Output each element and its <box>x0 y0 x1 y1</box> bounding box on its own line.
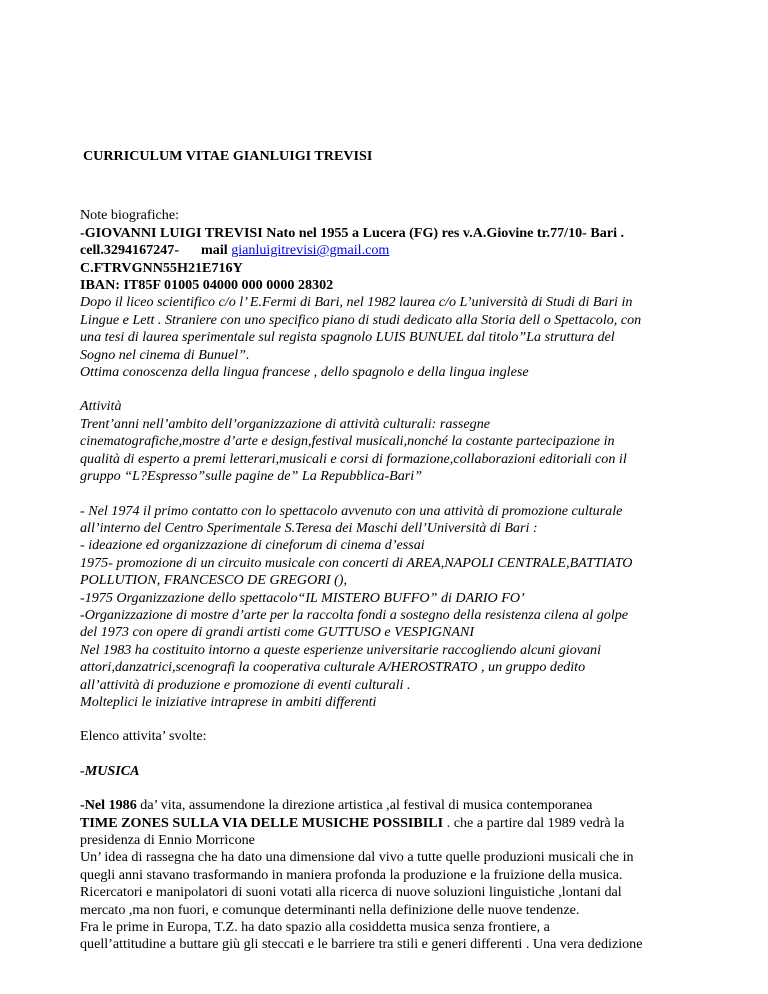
musica-heading: -MUSICA <box>80 762 140 779</box>
musica-year: -Nel 1986 <box>80 797 137 814</box>
history-line: 1975- promozione di un circuito musicale con concerti di AREA,NAPOLI CENTRALE,BATTIATO <box>80 554 633 571</box>
bio-section <box>80 207 710 381</box>
history-line: POLLUTION, FRANCESCO DE GREGORI (), <box>80 572 347 589</box>
festival-line <box>80 815 710 832</box>
musica-line: Un’ idea di rassegna che ha dato una dimensione dal vivo a tutte quelle produzioni musicali che in <box>80 849 634 866</box>
languages-line: Ottima conoscenza della lingua francese , dello spagnolo e della lingua inglese <box>80 364 529 381</box>
festival-tail: . che a partire dal 1989 vedrà la <box>443 814 625 831</box>
musica-intro: da’ vita, assumendone la direzione artistica ,al festival di musica contemporanea <box>136 797 593 814</box>
history-line: attori,danzatrici,scenografi la cooperativa culturale A/HEROSTRATO , un gruppo dedito <box>80 659 586 676</box>
codice-fiscale: C.FTRVGNN55H21E716Y <box>80 259 243 276</box>
musica-line: mercato ,ma non fuori, e comunque determinanti nella definizione delle nuove tendenze. <box>80 901 580 918</box>
mail-label: mail <box>201 242 228 259</box>
history-line: del 1973 con opere di grandi artisti come GUTTUSO e VESPIGNANI <box>80 624 475 641</box>
history-line: Nel 1983 ha costituito intorno a queste esperienze universitarie raccogliendo alcuni giovani <box>80 641 602 658</box>
attivita-line: gruppo “L?Espresso”sulle pagine de” La Repubblica-Bari” <box>80 468 423 485</box>
document-page <box>80 148 710 971</box>
education-line: una tesi di laurea sperimentale sul regista spagnolo LUIS BUNUEL dal titolo”La struttura del <box>80 329 615 346</box>
musica-section <box>80 797 710 954</box>
musica-line: presidenza di Ennio Morricone <box>80 832 255 848</box>
history-line: -Organizzazione di mostre d’arte per la raccolta fondi a sostegno della resistenza cilena al golpe <box>80 606 629 623</box>
phone-text: cell.3294167247- <box>80 242 180 259</box>
bio-heading: Note biografiche: <box>80 207 180 224</box>
musica-line: Ricercatori e manipolatori di suoni votati alla ricerca di nuove soluzioni linguistiche ,lontani dal <box>80 884 622 901</box>
history-line: - Nel 1974 il primo contatto con lo spettacolo avvenuto con una attività di promozione culturale <box>80 502 623 519</box>
history-line: all’attività di produzione e promozione di eventi culturali . <box>80 676 411 693</box>
activities-list-heading: Elenco attivita’ svolte: <box>80 728 207 745</box>
attivita-heading: Attività <box>80 398 122 415</box>
education-line: Sogno nel cinema di Bunuel”. <box>80 346 250 363</box>
contact-line <box>80 242 710 259</box>
history-line: -1975 Organizzazione dello spettacolo“IL MISTERO BUFFO” di DARIO FO’ <box>80 589 525 606</box>
history-line: - ideazione ed organizzazione di cineforum di cinema d’essai <box>80 537 425 554</box>
attivita-line: cinematografiche,mostre d’arte e design,festival musicali,nonché la costante partecipazione in <box>80 433 615 450</box>
history-line: Molteplici le iniziative intraprese in ambiti differenti <box>80 693 377 710</box>
history-line: all’interno del Centro Sperimentale S.Teresa dei Maschi dell’Università di Bari : <box>80 519 538 536</box>
document-title: CURRICULUM VITAE GIANLUIGI TREVISI <box>83 148 373 164</box>
festival-name: TIME ZONES SULLA VIA DELLE MUSICHE POSSIBILI <box>80 814 444 831</box>
bio-name-line: -GIOVANNI LUIGI TREVISI Nato nel 1955 a Lucera (FG) res v.A.Giovine tr.77/10- Bari . <box>80 224 625 241</box>
email-link[interactable]: gianluigitrevisi@gmail.com <box>231 242 390 259</box>
musica-intro-line <box>80 797 710 814</box>
history-section <box>80 503 710 712</box>
education-line: Lingue e Lett . Straniere con uno specifico piano di studi dedicato alla Storia dell o Spettacolo, con <box>80 311 642 328</box>
attivita-line: qualità di esperto a premi letterari,musicali e corsi di formazione,collaborazioni editoriali con il <box>80 450 627 467</box>
attivita-line: Trent’anni nell’ambito dell’organizzazione di attività culturali: rassegne <box>80 415 490 432</box>
musica-line: quegli anni stavano trasformando in maniera profonda la produzione e la fruizione della musica. <box>80 866 623 883</box>
attivita-section <box>80 398 710 485</box>
education-line: Dopo il liceo scientifico c/o l’ E.Fermi di Bari, nel 1982 laurea c/o L’università di Studi di Bari in <box>80 294 633 311</box>
musica-line: quell’attitudine a buttare giù gli steccati e le barriere tra stili e generi differenti . Una vera dedizione <box>80 936 643 953</box>
musica-line: Fra le prime in Europa, T.Z. ha dato spazio alla cosiddetta musica senza frontiere, a <box>80 919 550 936</box>
iban-line: IBAN: IT85F 01005 04000 000 0000 28302 <box>80 277 334 294</box>
